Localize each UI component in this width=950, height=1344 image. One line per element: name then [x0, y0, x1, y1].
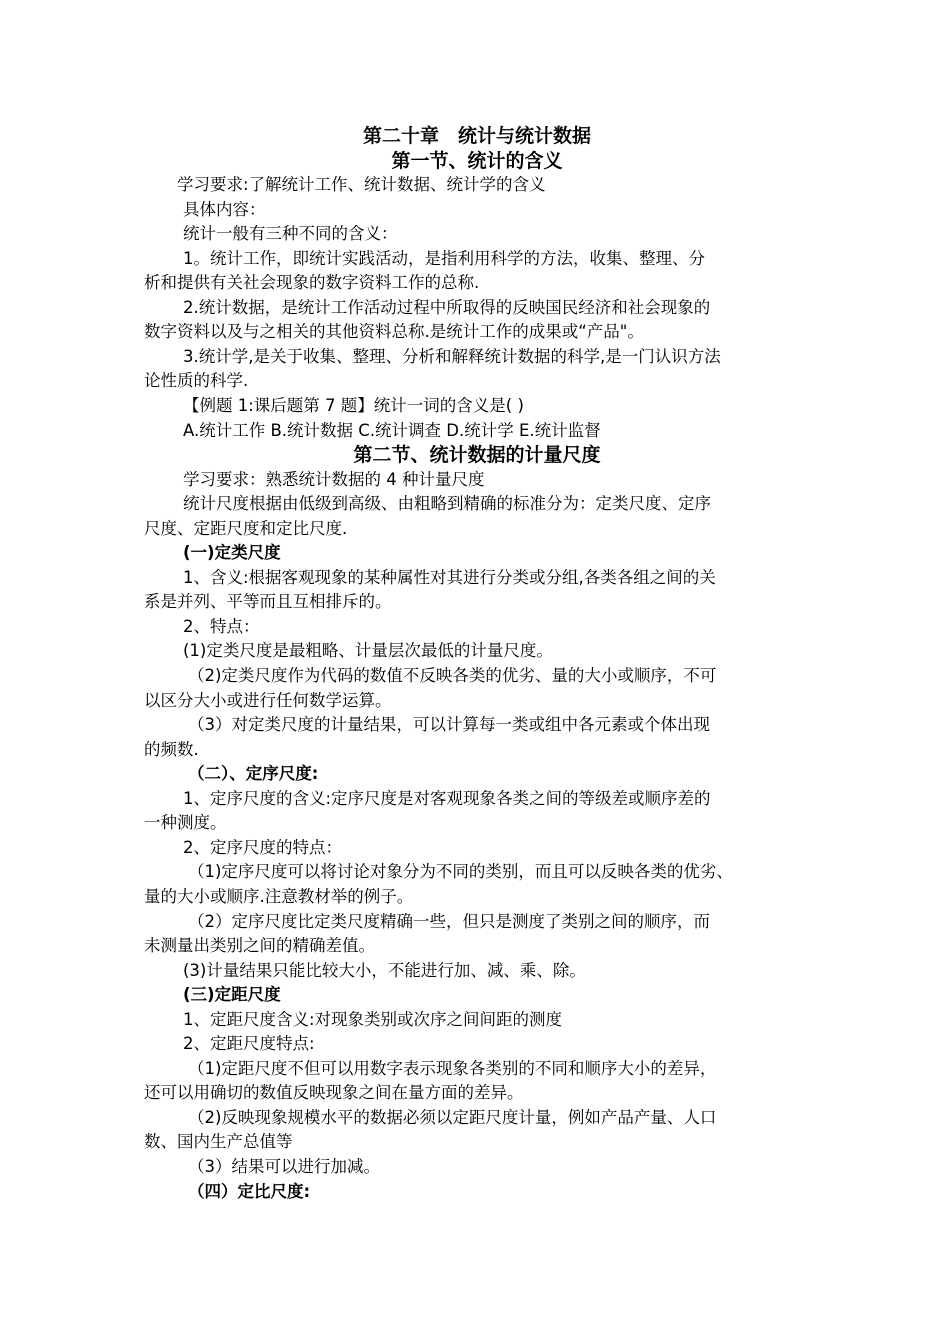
interval-feature3: （3）结果可以进行加减。 [188, 1156, 380, 1176]
interval-heading: (三)定距尺度 [183, 985, 281, 1005]
ordinal-feature2-line1: （2）定序尺度比定类尺度精确一些，但只是测度了类别之间的顺序，而 [188, 911, 710, 931]
section1-item1-line2: 析和提供有关社会现象的数字资料工作的总称. [144, 273, 480, 293]
section1-intro: 统计一般有三种不同的含义： [183, 224, 398, 244]
nominal-feature1: (1)定类尺度是最粗略、计量层次最低的计量尺度。 [183, 641, 553, 661]
ordinal-features-label: 2、定序尺度的特点： [183, 837, 342, 857]
section1-item1-line1: 1。统计工作，即统计实践活动，是指利用科学的方法，收集、整理、分 [183, 248, 705, 268]
section1-item3-line2: 论性质的科学. [144, 371, 249, 391]
ordinal-def-line2: 一种测度。 [144, 813, 227, 833]
nominal-feature3-line1: （3）对定类尺度的计量结果，可以计算每一类或组中各元素或个体出现 [188, 715, 710, 735]
ordinal-feature3: (3)计量结果只能比较大小，不能进行加、减、乘、除。 [183, 960, 586, 980]
section2-title: 第二节、统计数据的计量尺度 [353, 444, 601, 467]
nominal-features-label: 2、特点： [183, 616, 260, 636]
nominal-heading: (一)定类尺度 [183, 543, 281, 563]
interval-features-label: 2、定距尺度特点: [183, 1034, 315, 1054]
ordinal-feature1-line1: （1)定序尺度可以将讨论对象分为不同的类别，而且可以反映各类的优劣、 [188, 862, 733, 882]
section1-content-label: 具体内容： [183, 199, 266, 219]
interval-feature2-line2: 数、国内生产总值等 [144, 1132, 293, 1152]
ordinal-feature2-line2: 未测量出类别之间的精确差值。 [144, 936, 375, 956]
nominal-def-line1: 1、含义:根据客观现象的某种属性对其进行分类或分组,各类各组之间的关 [183, 567, 716, 587]
interval-def: 1、定距尺度含义:对现象类别或次序之间间距的测度 [183, 1009, 563, 1029]
interval-feature1-line2: 还可以用确切的数值反映现象之间在量方面的差异。 [144, 1083, 524, 1103]
section1-title: 第一节、统计的含义 [391, 149, 563, 172]
document-body [144, 124, 810, 1204]
section1-requirement: 学习要求:了解统计工作、统计数据、统计学的含义 [177, 175, 546, 195]
example-options: A.统计工作 B.统计数据 C.统计调查 D.统计学 E.统计监督 [183, 420, 601, 440]
ratio-heading: （四）定比尺度: [188, 1181, 311, 1201]
ordinal-feature1-line2: 量的大小或顺序.注意教材举的例子。 [144, 886, 414, 906]
nominal-feature2-line2: 以区分大小或进行任何数学运算。 [144, 690, 392, 710]
example-question: 【例题 1:课后题第 7 题】统计一词的含义是( ) [183, 396, 524, 416]
nominal-feature2-line1: （2)定类尺度作为代码的数值不反映各类的优劣、量的大小或顺序，不可 [188, 666, 717, 686]
ordinal-heading: （二）、定序尺度: [188, 764, 319, 784]
section1-item2-line1: 2.统计数据，是统计工作活动过程中所取得的反映国民经济和社会现象的 [183, 297, 711, 317]
chapter-title: 第二十章 统计与统计数据 [362, 125, 591, 147]
nominal-feature3-line2: 的频数. [144, 739, 199, 759]
section2-requirement: 学习要求：熟悉统计数据的 4 种计量尺度 [183, 469, 485, 489]
section1-item2-line2: 数字资料以及与之相关的其他资料总称.是统计工作的成果或“产品"。 [144, 322, 644, 342]
interval-feature1-line1: （1)定距尺度不但可以用数字表示现象各类别的不同和顺序大小的差异， [188, 1058, 717, 1078]
interval-feature2-line1: （2)反映现象规模水平的数据必须以定距尺度计量，例如产品产量、人口 [188, 1107, 717, 1127]
section2-intro-line1: 统计尺度根据由低级到高级、由粗略到精确的标准分为：定类尺度、定序 [183, 494, 711, 514]
ordinal-def-line1: 1、定序尺度的含义:定序尺度是对客观现象各类之间的等级差或顺序差的 [183, 788, 711, 808]
section1-item3-line1: 3.统计学,是关于收集、整理、分析和解释统计数据的科学,是一门认识方法 [183, 346, 721, 366]
section2-intro-line2: 尺度、定距尺度和定比尺度. [144, 518, 348, 538]
nominal-def-line2: 系是并列、平等而且互相排斥的。 [144, 592, 392, 612]
